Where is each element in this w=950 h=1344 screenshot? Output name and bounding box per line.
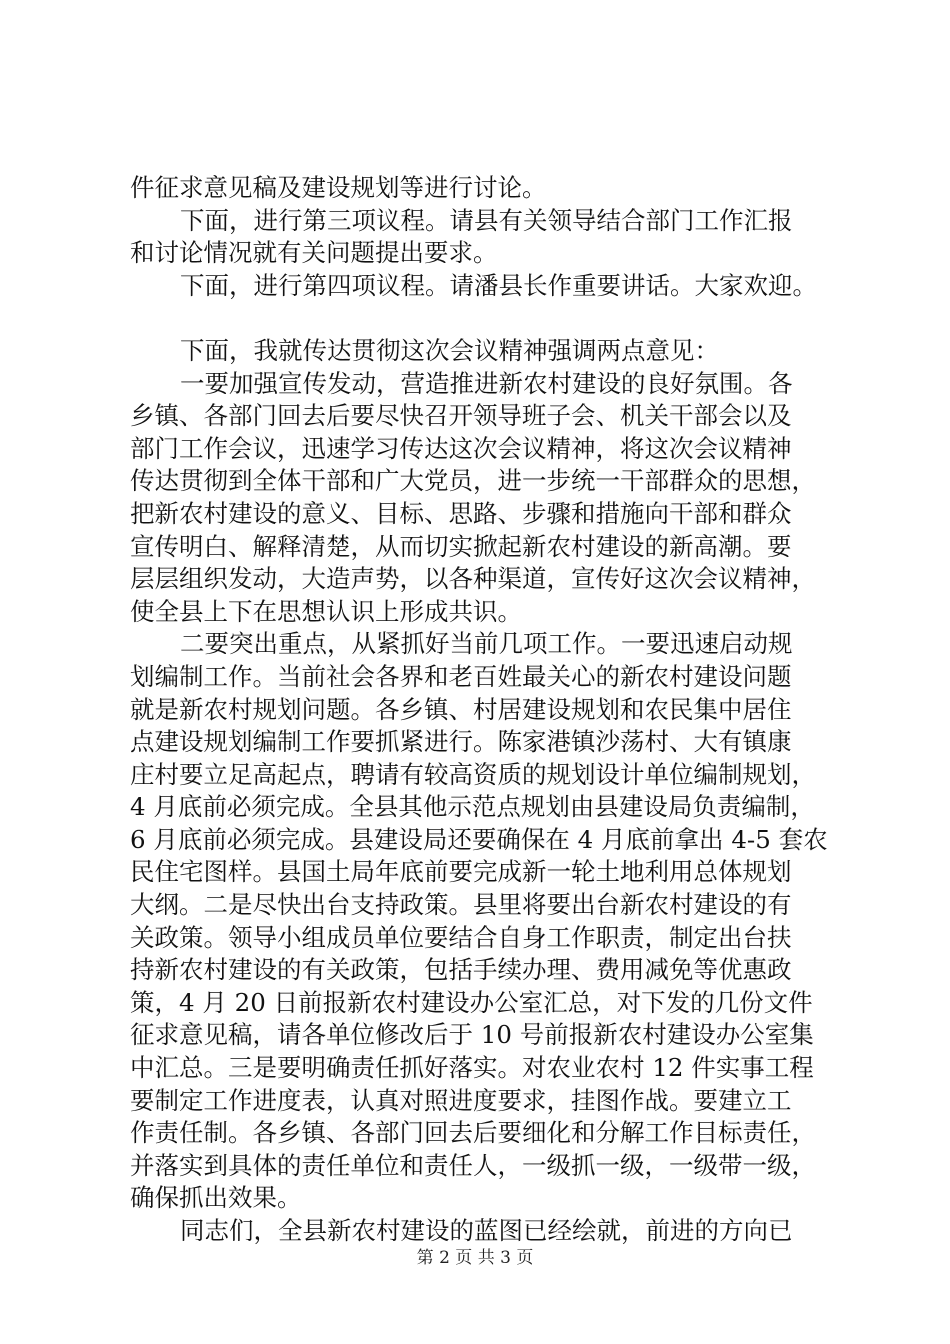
text-line: 征求意见稿，请各单位修改后于 10 号前报新农村建设办公室集 — [130, 1020, 814, 1050]
text-line: 件征求意见稿及建设规划等进行讨论。 — [130, 173, 547, 202]
text-line: 大纲。二是尽快出台支持政策。县里将要出台新农村建设的有 — [130, 890, 792, 920]
text-line: 下面，进行第四项议程。请潘县长作重要讲话。大家欢迎。 — [180, 270, 817, 300]
text-line: 乡镇、各部门回去后要尽快召开领导班子会、机关干部会以及 — [130, 401, 792, 431]
text-line: 和讨论情况就有关问题提出要求。 — [130, 238, 498, 268]
text-line: 确保抓出效果。 — [130, 1183, 302, 1213]
text-line: 层层组织发动，大造声势，以各种渠道，宣传好这次会议精神， — [130, 564, 816, 594]
paragraph-gap — [130, 302, 860, 335]
text-line: 关政策。领导小组成员单位要结合自身工作职责，制定出台扶 — [130, 922, 792, 952]
document-body — [130, 172, 860, 1248]
text-line: 划编制工作。当前社会各界和老百姓最关心的新农村建设问题 — [130, 661, 792, 691]
page-footer: 第 2 页 共 3 页 — [416, 1248, 534, 1268]
text-line: 持新农村建设的有关政策，包括手续办理、费用减免等优惠政 — [130, 955, 792, 985]
text-line: 一要加强宣传发动，营造推进新农村建设的良好氛围。各 — [180, 368, 793, 398]
text-line: 庄村要立足高起点，聘请有较高资质的规划设计单位编制规划， — [130, 759, 816, 789]
text-line: 并落实到具体的责任单位和责任人，一级抓一级，一级带一级， — [130, 1150, 816, 1180]
text-line: 4 月底前必须完成。全县其他示范点规划由县建设局负责编制， — [130, 792, 815, 822]
text-line: 作责任制。各乡镇、各部门回去后要细化和分解工作目标责任， — [130, 1118, 816, 1148]
text-line: 同志们，全县新农村建设的蓝图已经绘就，前进的方向已 — [180, 1216, 793, 1245]
text-line: 民住宅图样。县国土局年底前要完成新一轮土地利用总体规划 — [130, 857, 792, 887]
text-line: 二要突出重点，从紧抓好当前几项工作。一要迅速启动规 — [180, 629, 793, 659]
text-line: 宣传明白、解释清楚，从而切实掀起新农村建设的新高潮。要 — [130, 531, 792, 561]
text-line: 把新农村建设的意义、目标、思路、步骤和措施向干部和群众 — [130, 498, 792, 528]
text-line: 策，4 月 20 日前报新农村建设办公室汇总，对下发的几份文件 — [130, 987, 813, 1017]
text-line: 要制定工作进度表，认真对照进度要求，挂图作战。要建立工 — [130, 1085, 792, 1115]
text-line: 下面，进行第三项议程。请县有关领导结合部门工作汇报 — [180, 205, 793, 235]
text-line: 使全县上下在思想认识上形成共识。 — [130, 596, 522, 626]
text-line: 部门工作会议，迅速学习传达这次会议精神，将这次会议精神 — [130, 433, 792, 463]
text-line: 下面，我就传达贯彻这次会议精神强调两点意见： — [180, 335, 719, 365]
text-line: 就是新农村规划问题。各乡镇、村居建设规划和农民集中居住 — [130, 694, 792, 724]
text-line: 6 月底前必须完成。县建设局还要确保在 4 月底前拿出 4-5 套农 — [130, 824, 828, 854]
text-line: 传达贯彻到全体干部和广大党员，进一步统一干部群众的思想， — [130, 466, 816, 496]
text-line: 点建设规划编制工作要抓紧进行。陈家港镇沙荡村、大有镇康 — [130, 727, 792, 757]
text-line: 中汇总。三是要明确责任抓好落实。对农业农村 12 件实事工程 — [130, 1053, 814, 1083]
